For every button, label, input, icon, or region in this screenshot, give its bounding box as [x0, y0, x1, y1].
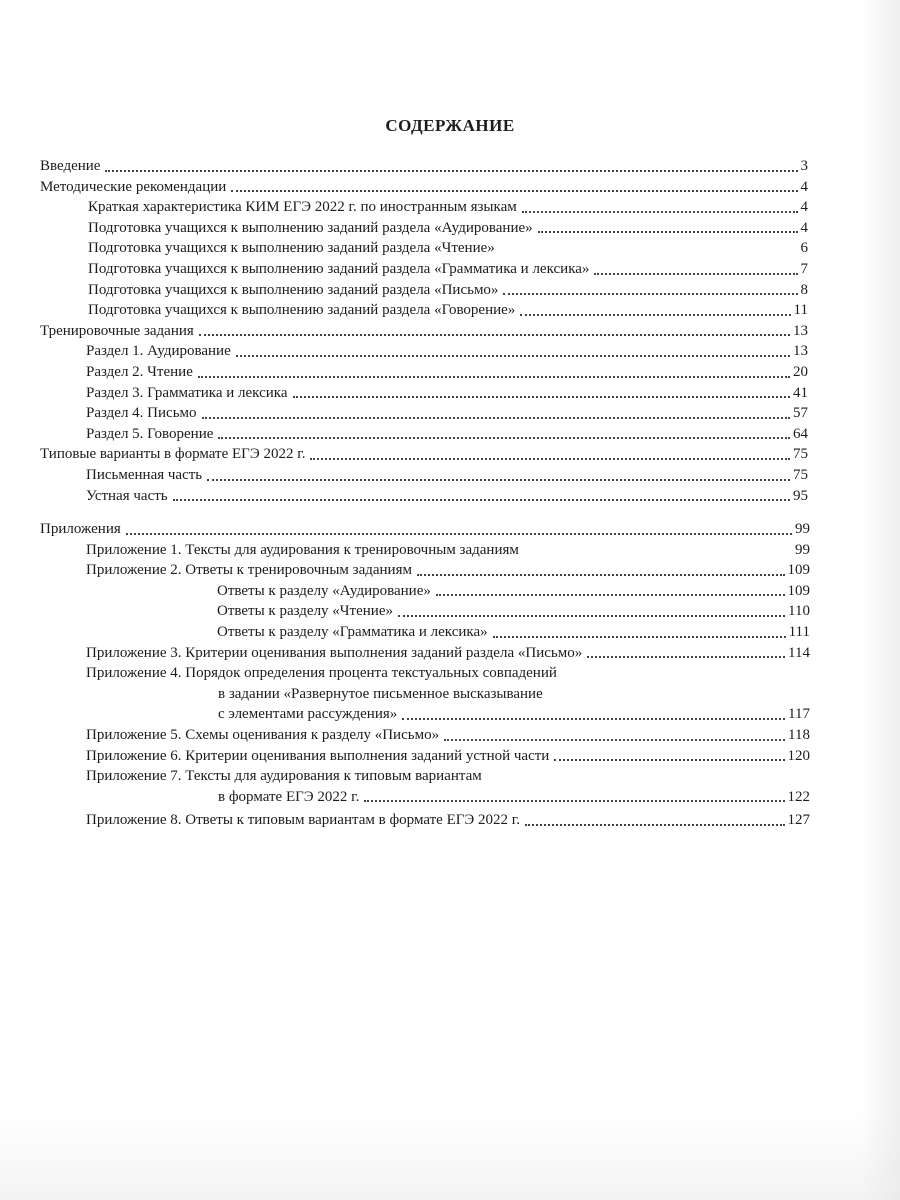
- toc-entry-training-tasks[interactable]: [0, 321, 900, 342]
- toc-entry-label: Приложение 2. Ответы к тренировочным заданиям: [86, 562, 412, 579]
- toc-entry-label: Типовые варианты в формате ЕГЭ 2022 г.: [40, 446, 306, 463]
- toc-entry-section-5[interactable]: [0, 424, 900, 445]
- dot-leader: [524, 551, 792, 555]
- dot-leader: [293, 394, 790, 398]
- toc-page-number: 122: [787, 788, 810, 805]
- toc-entry-prep-grammar[interactable]: [0, 259, 900, 280]
- toc-entry-appendix-1[interactable]: [0, 540, 900, 561]
- toc-entry-appendix-4-cont-1[interactable]: [0, 684, 900, 705]
- toc-entry-label: Краткая характеристика КИМ ЕГЭ 2022 г. по иностранным языкам: [88, 199, 517, 216]
- dot-leader: [554, 757, 784, 761]
- toc-entry-appendices[interactable]: [0, 519, 900, 540]
- toc-entry-appendix-4-cont-2[interactable]: [0, 704, 900, 725]
- dot-leader: [173, 497, 790, 501]
- dot-leader: [444, 737, 785, 741]
- toc-entry-label: Приложение 1. Тексты для аудирования к тренировочным заданиям: [86, 541, 519, 558]
- dot-leader: [126, 531, 792, 535]
- dot-leader: [520, 312, 790, 316]
- page-bottom-shadow: [0, 1110, 900, 1200]
- toc-entry-kim-overview[interactable]: [0, 197, 900, 218]
- toc-page-number: 114: [788, 644, 810, 661]
- toc-entry-label: Письменная часть: [86, 466, 203, 483]
- dot-leader: [199, 332, 790, 336]
- toc-entry-oral-part[interactable]: [0, 486, 900, 507]
- toc-page-number: 110: [788, 603, 810, 620]
- toc-entry-label: Подготовка учащихся к выполнению заданий раздела «Аудирование»: [88, 219, 533, 236]
- toc-page-number: 95: [793, 487, 808, 504]
- toc-entry-section-1[interactable]: [0, 341, 900, 362]
- dot-leader: [522, 209, 798, 213]
- toc-entry-appendix-6[interactable]: [0, 746, 900, 767]
- dot-leader: [310, 456, 790, 460]
- dot-leader: [402, 716, 785, 720]
- page-title: СОДЕРЖАНИЕ: [385, 116, 515, 135]
- toc-entry-label: Приложение 3. Критерии оценивания выполнения заданий раздела «Письмо»: [86, 644, 583, 661]
- toc-page-number: 13: [793, 343, 808, 360]
- toc-page-number: 20: [793, 363, 808, 380]
- dot-leader: [105, 168, 797, 172]
- toc-entry-answers-listening[interactable]: [0, 581, 900, 602]
- toc-entry-methodical-recommendations[interactable]: [0, 177, 900, 198]
- toc-entry-appendix-2[interactable]: [0, 560, 900, 581]
- toc-entry-label: Раздел 3. Грамматика и лексика: [86, 384, 288, 401]
- dot-leader: [198, 374, 790, 378]
- toc-page-number: 127: [787, 812, 810, 829]
- toc-entry-label: Подготовка учащихся к выполнению заданий раздела «Письмо»: [88, 281, 499, 298]
- dot-leader: [417, 572, 785, 576]
- toc-entry-label: Ответы к разделу «Чтение»: [217, 603, 393, 620]
- toc-page-number: 7: [800, 260, 808, 277]
- toc-page-number: 4: [800, 199, 808, 216]
- toc-page-number: 109: [787, 582, 810, 599]
- toc-page-number: 57: [793, 405, 808, 422]
- toc-entry-prep-listening[interactable]: [0, 218, 900, 239]
- dot-leader: [493, 634, 786, 638]
- dot-leader: [231, 188, 797, 192]
- toc-page-number: 6: [800, 240, 808, 257]
- dot-leader: [436, 592, 785, 596]
- toc-entry-prep-speaking[interactable]: [0, 300, 900, 321]
- toc-page-number: 13: [793, 322, 808, 339]
- dot-leader: [587, 654, 785, 658]
- toc-page-number: 111: [788, 624, 810, 641]
- toc-entry-appendix-7-cont[interactable]: [0, 787, 900, 808]
- dot-leader: [503, 291, 797, 295]
- toc-entry-label: Подготовка учащихся к выполнению заданий раздела «Грамматика и лексика»: [88, 260, 590, 277]
- toc-entry-label: Раздел 1. Аудирование: [86, 343, 231, 360]
- toc-entry-appendix-8[interactable]: [0, 810, 900, 831]
- toc-entry-section-2[interactable]: [0, 362, 900, 383]
- toc-page-number: 99: [795, 541, 810, 558]
- dot-leader: [202, 415, 790, 419]
- toc-entry-label: Раздел 4. Письмо: [86, 405, 197, 422]
- toc-page-number: 3: [800, 158, 808, 174]
- dot-leader: [207, 477, 790, 481]
- toc-entry-label: Устная часть: [86, 487, 168, 504]
- dot-leader: [364, 798, 784, 802]
- table-of-contents: [0, 156, 900, 831]
- toc-entry-label: Ответы к разделу «Аудирование»: [217, 582, 431, 599]
- toc-entry-prep-reading[interactable]: [0, 238, 900, 259]
- toc-entry-written-part[interactable]: [0, 465, 900, 486]
- dot-leader: [525, 822, 784, 826]
- toc-page-number: 120: [787, 747, 810, 764]
- toc-entry-answers-reading[interactable]: [0, 601, 900, 622]
- toc-entry-label: Приложение 5. Схемы оценивания к разделу «Письмо»: [86, 727, 440, 744]
- toc-entry-label: в задании «Развернутое письменное высказывание: [218, 685, 543, 702]
- toc-entry-label: Раздел 2. Чтение: [86, 363, 193, 380]
- toc-entry-appendix-4[interactable]: [0, 663, 900, 684]
- toc-entry-appendix-5[interactable]: [0, 725, 900, 746]
- toc-page-number: 99: [795, 521, 810, 538]
- toc-entry-typical-variants[interactable]: [0, 444, 900, 465]
- dot-leader: [236, 353, 790, 357]
- toc-page-number: 109: [787, 562, 810, 579]
- toc-entry-label: Приложения: [40, 521, 121, 538]
- dot-leader: [218, 435, 790, 439]
- toc-entry-introduction[interactable]: [0, 156, 900, 177]
- toc-entry-label: Подготовка учащихся к выполнению заданий раздела «Говорение»: [88, 302, 516, 319]
- toc-entry-label: Раздел 5. Говорение: [86, 425, 214, 442]
- dot-leader: [398, 613, 785, 617]
- toc-entry-label: в формате ЕГЭ 2022 г.: [218, 788, 360, 805]
- toc-entry-label: Приложение 4. Порядок определения процента текстуальных совпадений: [86, 665, 557, 682]
- toc-entry-label: Методические рекомендации: [40, 178, 227, 195]
- toc-page-number: 118: [788, 727, 810, 744]
- toc-entry-label: Приложение 8. Ответы к типовым вариантам в формате ЕГЭ 2022 г.: [86, 812, 521, 829]
- toc-page-number: 117: [788, 706, 810, 723]
- toc-entry-label: Приложение 7. Тексты для аудирования к типовым вариантам: [86, 768, 482, 785]
- toc-page-number: 64: [793, 425, 808, 442]
- toc-page-number: 4: [800, 178, 808, 195]
- dot-leader: [594, 271, 797, 275]
- toc-entry-label: Приложение 6. Критерии оценивания выполнения заданий устной части: [86, 747, 550, 764]
- toc-page-number: 75: [793, 446, 808, 463]
- toc-page-number: 4: [800, 219, 808, 236]
- toc-entry-answers-grammar[interactable]: [0, 622, 900, 643]
- toc-entry-prep-writing[interactable]: [0, 280, 900, 301]
- toc-page-number: 11: [793, 302, 808, 319]
- dot-leader: [500, 250, 798, 254]
- toc-entry-appendix-7[interactable]: [0, 766, 900, 787]
- toc-page-number: 8: [800, 281, 808, 298]
- toc-entry-label: Подготовка учащихся к выполнению заданий раздела «Чтение»: [88, 240, 495, 257]
- toc-entry-appendix-3[interactable]: [0, 643, 900, 664]
- toc-page-number: 41: [793, 384, 808, 401]
- dot-leader: [538, 229, 798, 233]
- toc-entry-section-3[interactable]: [0, 383, 900, 404]
- toc-entry-label: Тренировочные задания: [40, 322, 194, 339]
- toc-entry-section-4[interactable]: [0, 403, 900, 424]
- toc-entry-label: Введение: [40, 158, 101, 174]
- toc-page-number: 75: [793, 466, 808, 483]
- toc-entry-label: Ответы к разделу «Грамматика и лексика»: [217, 624, 488, 641]
- toc-entry-label: с элементами рассуждения»: [218, 706, 398, 723]
